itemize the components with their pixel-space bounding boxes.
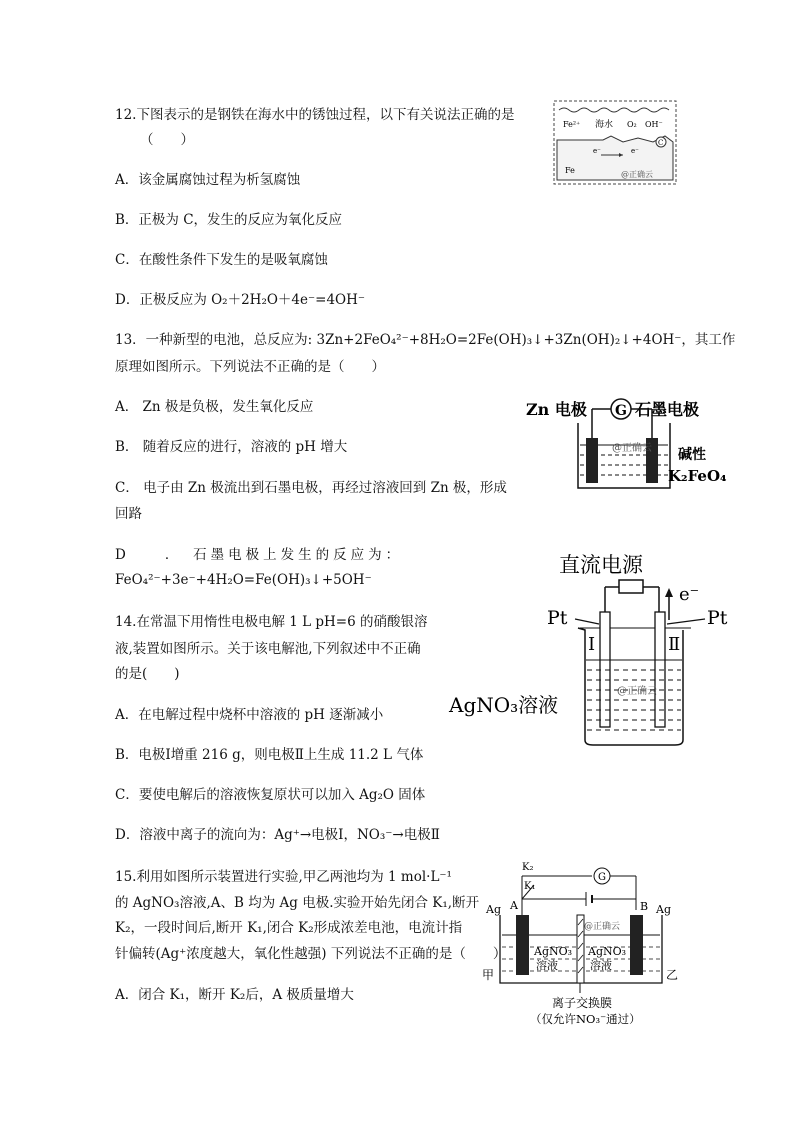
q14-label-title: 直流电源 xyxy=(559,553,643,577)
q12-corrosion-figure xyxy=(553,100,678,186)
q13-label-graphite: 石墨电极 xyxy=(635,400,700,419)
q15-label-ag-right: Ag xyxy=(656,903,671,916)
q14-option-a: A．在电解过程中烧杯中溶液的 pH 逐渐减小 xyxy=(115,707,384,723)
q14-stem-line3: 的是( ) xyxy=(115,666,180,682)
q14-stem-line1: 14.在常温下用惰性电极电解 1 L pH=6 的硝酸银溶 xyxy=(115,614,428,630)
q13-option-a: A． Zn 极是负极，发生氧化反应 xyxy=(115,399,314,415)
q15-label-ag-left: Ag xyxy=(486,903,501,916)
q12-label-seawater: 海水 xyxy=(595,120,614,130)
q15-label-jia: 甲 xyxy=(482,968,495,982)
q14-watermark: @正确云 xyxy=(617,686,657,697)
q13-stem-line1: 13．一种新型的电池，总反应为: 3Zn+2FeO₄²⁻+8H₂O=2Fe(OH)₃↓+3Zn(OH)₂↓+4OH⁻，其工作 xyxy=(115,332,736,348)
q13-option-d-line2: FeO₄²⁻+3e⁻+4H₂O=Fe(OH)₃↓+5OH⁻ xyxy=(115,572,372,588)
q15-watermark: @正确云 xyxy=(584,922,621,932)
q14-label-e: e⁻ xyxy=(679,584,700,605)
q14-option-d: D．溶液中离子的流向为：Ag⁺→电极Ⅰ，NO₃⁻→电极Ⅱ xyxy=(115,827,440,843)
q12-stem-line2: （ ） xyxy=(140,132,194,148)
q15-label-k2: K₂ xyxy=(522,862,534,873)
q13-label-g: G xyxy=(615,403,627,419)
q15-label-sol-right-2: 溶液 xyxy=(590,959,612,972)
q12-label-fe2: Fe²⁺ xyxy=(563,120,581,129)
q15-option-a: A．闭合 K₁，断开 K₂后，A 极质量增大 xyxy=(115,987,354,1003)
q15-stem-line2: 的 AgNO₃溶液,A、B 均为 Ag 电极.实验开始先闭合 K₁,断开 xyxy=(115,895,480,911)
q13-option-d-line1: D ． 石墨电极上发生的反应为： xyxy=(115,547,404,563)
q13-option-c-line1: C． 电子由 Zn 极流出到石墨电极，再经过溶液回到 Zn 极，形成 xyxy=(115,480,507,496)
q13-option-c-line2: 回路 xyxy=(115,506,142,522)
q15-label-sol-left-1: AgNO₃ xyxy=(534,945,573,958)
q14-option-b: B．电极Ⅰ增重 216 g，则电极Ⅱ上生成 11.2 L 气体 xyxy=(115,747,424,763)
q15-label-k1: K₁ xyxy=(524,881,536,892)
q15-label-yi: 乙 xyxy=(666,968,678,982)
q14-label-pt-left: Pt xyxy=(547,607,568,629)
q12-label-o2: O₂ xyxy=(627,120,637,129)
q15-label-membrane-note: （仅允许NO₃⁻通过） xyxy=(530,1012,641,1026)
q12-label-e1: e⁻ xyxy=(593,147,601,155)
q14-label-i: Ⅰ xyxy=(588,634,596,655)
q14-stem-line2: 液,装置如图所示。关于该电解池,下列叙述中不正确 xyxy=(115,641,421,657)
q12-label-oh: OH⁻ xyxy=(645,120,663,129)
q15-stem-line1: 15.利用如图所示装置进行实验,甲乙两池均为 1 mol·L⁻¹ xyxy=(115,869,452,885)
q14-option-c: C．要使电解后的溶液恢复原状可以加入 Ag₂O 固体 xyxy=(115,787,426,803)
q14-label-solution: AgNO₃溶液 xyxy=(449,693,559,717)
q15-label-g: G xyxy=(598,872,606,883)
q13-label-k2feo4: K₂FeO₄ xyxy=(668,467,727,485)
q14-electrolysis-figure xyxy=(445,540,745,750)
q14-label-pt-right: Pt xyxy=(707,607,728,629)
q13-label-zn: Zn 电极 xyxy=(526,400,587,419)
q12-option-d: D．正极反应为 O₂＋2H₂O＋4e⁻=4OH⁻ xyxy=(115,292,366,308)
q13-option-b: B． 随着反应的进行，溶液的 pH 增大 xyxy=(115,439,348,455)
q12-option-a: A．该金属腐蚀过程为析氢腐蚀 xyxy=(115,172,301,188)
q12-label-e2: e⁻ xyxy=(631,147,639,155)
q13-watermark: @正确云 xyxy=(612,443,652,454)
q15-electrode-b xyxy=(630,915,643,975)
q15-stem-line4: 针偏转(Ag⁺浓度越大，氧化性越强) 下列说法不正确的是（ ） xyxy=(115,946,507,962)
q12-option-b: B．正极为 C，发生的反应为氧化反应 xyxy=(115,212,343,228)
q13-label-alkaline: 碱性 xyxy=(678,447,706,463)
q14-label-ii: Ⅱ xyxy=(668,634,681,655)
q12-option-c: C．在酸性条件下发生的是吸氧腐蚀 xyxy=(115,252,328,268)
q13-battery-figure xyxy=(520,393,730,493)
q15-stem-line3: K₂，一段时间后,断开 K₁,闭合 K₂形成浓差电池，电流计指 xyxy=(115,920,463,936)
q15-label-b: B xyxy=(640,900,649,913)
q12-label-c: C xyxy=(658,139,664,147)
q13-stem-line2: 原理如图所示。下列说法不正确的是（ ） xyxy=(115,359,385,375)
q12-watermark: @正确云 xyxy=(621,170,653,179)
q15-label-a: A xyxy=(510,899,518,912)
q15-label-membrane: 离子交换膜 xyxy=(552,996,613,1010)
q12-label-fe: Fe xyxy=(565,166,575,175)
q15-label-sol-left-2: 溶液 xyxy=(536,959,558,972)
q15-concentration-cell-figure xyxy=(478,855,678,1030)
q14-resistor xyxy=(619,580,643,593)
q15-electrode-a xyxy=(516,915,529,975)
q12-stem-line1: 12.下图表示的是钢铁在海水中的锈蚀过程，以下有关说法正确的是 xyxy=(115,107,515,123)
q13-zn-electrode xyxy=(586,438,598,483)
q12-water-surface xyxy=(559,108,669,112)
q15-label-sol-right-1: AgNO₃ xyxy=(588,945,627,958)
